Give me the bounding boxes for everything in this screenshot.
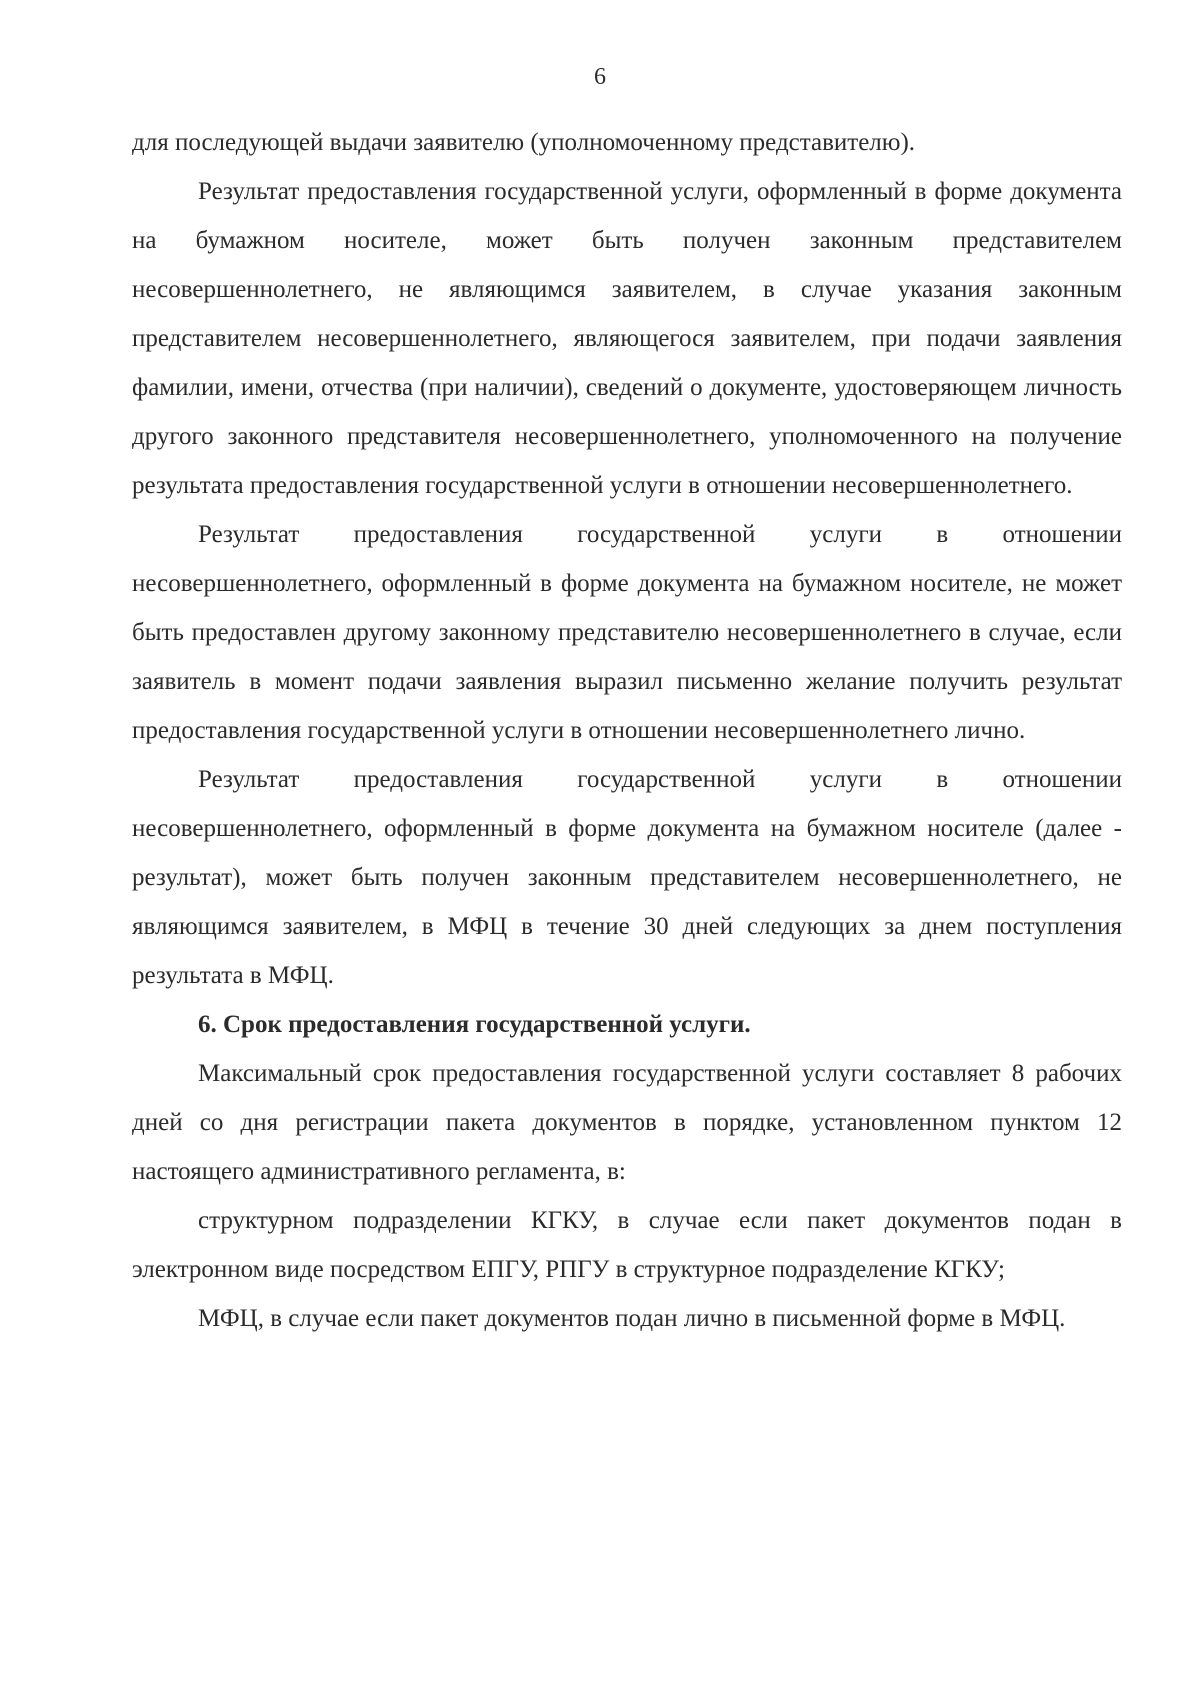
paragraph-mfc: МФЦ, в случае если пакет документов подан лично в письменной форме в МФЦ. — [198, 1305, 1066, 1332]
paragraph-result-not-provided: Результат предоставления государственной услуги в отношении несовершеннолетнего, оформленный в форме документа на бумажном носителе, не может быть предоставлен другому законному представителю несовершеннолетнего в случае, если заявитель в момент подачи заявления выразил письменно желание получить результат предоставления государственной услуги в отношении несовершеннолетнего лично. — [132, 521, 1122, 744]
paragraph-kgku-subdivision: структурном подразделении КГКУ, в случае если пакет документов подан в электронном виде посредством ЕПГУ, РПГУ в структурное подразделение КГКУ; — [132, 1207, 1122, 1283]
paragraph-continuation: для последующей выдачи заявителю (уполномоченному представителю). — [132, 129, 916, 156]
page-number: 6 — [594, 64, 606, 90]
paragraph-max-term: Максимальный срок предоставления государственной услуги составляет 8 рабочих дней со дня регистрации пакета документов в порядке, установленном пунктом 12 настоящего административного регламента, в: — [132, 1060, 1122, 1185]
section-heading-term: 6. Срок предоставления государственной услуги. — [198, 1011, 751, 1038]
paragraph-result-legal-representative: Результат предоставления государственной услуги, оформленный в форме документа на бумажном носителе, может быть получен законным представителем несовершеннолетнего, не являющимся заявителем, в случае указания законным представителем несовершеннолетнего, являющегося заявителем, при подачи заявления фамилии, имени, отчества (при наличии), сведений о документе, удостоверяющем личность другого законного представителя несовершеннолетнего, уполномоченного на получение результата предоставления государственной услуги в отношении несовершеннолетнего. — [132, 178, 1122, 499]
paragraph-result-mfc-30-days: Результат предоставления государственной услуги в отношении несовершеннолетнего, оформленный в форме документа на бумажном носителе (далее - результат), может быть получен законным представителем несовершеннолетнего, не являющимся заявителем, в МФЦ в течение 30 дней следующих за днем поступления результата в МФЦ. — [132, 766, 1122, 989]
document-body — [132, 118, 1122, 1343]
